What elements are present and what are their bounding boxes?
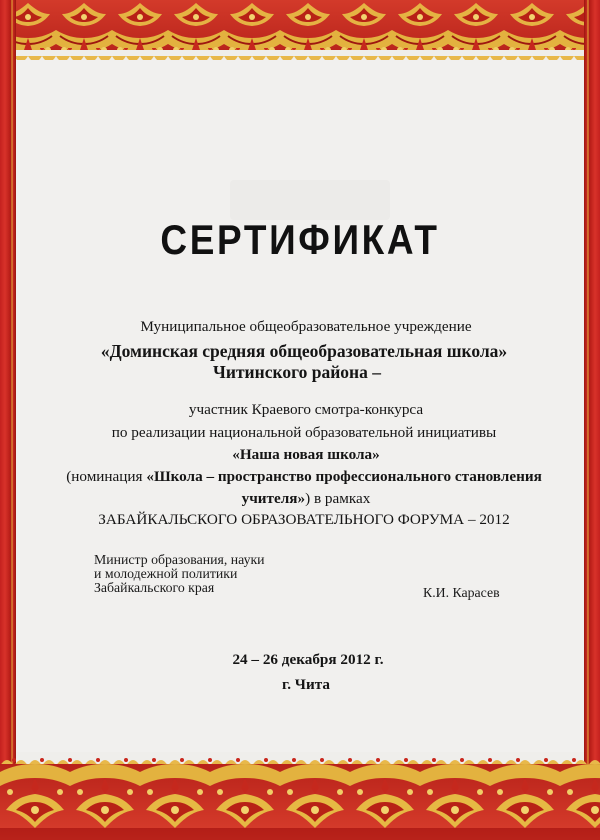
nomination-prefix: (номинация [66,468,147,485]
nomination-line-2 [6,490,600,508]
right-border [584,0,600,840]
signer-position-line3: Забайкальского края [94,580,215,595]
certificate-title: СЕРТИФИКАТ [160,216,440,263]
left-border [0,0,16,840]
nomination-name-part1: «Школа – пространство профессионального становления [146,468,542,485]
signer-position-line2: и молодежной политики [94,566,238,581]
nomination-name-part2: учителя» [241,490,306,507]
participant-line: участник Краевого смотра-конкурса [188,401,424,418]
institution-type: Муниципальное общеобразовательное учреждение [140,318,472,335]
institution-district: Читинского района – [213,362,381,382]
signer-name: К.И. Карасев [423,585,500,600]
nomination-suffix: ) в рамках [305,490,371,507]
initiative-name: «Наша новая школа» [232,446,380,463]
institution-name: «Доминская средняя общеобразовательная школа» [100,341,508,361]
forum-name: ЗАБАЙКАЛЬСКОГО ОБРАЗОВАТЕЛЬНОГО ФОРУМА – 2012 [98,511,510,528]
initiative-intro-line: по реализации национальной образовательной инициативы [111,424,497,441]
nomination-line [4,468,600,486]
top-ornament-band [0,0,600,60]
top-ornament-svg [0,0,600,60]
event-city: г. Чита [282,676,330,693]
event-date: 24 – 26 декабря 2012 г. [232,651,384,668]
faint-background-stamp [230,180,390,220]
signer-position-line1: Министр образования, науки [94,552,265,567]
bottom-ornament-svg [0,752,600,840]
bottom-ornament-band [0,752,600,840]
